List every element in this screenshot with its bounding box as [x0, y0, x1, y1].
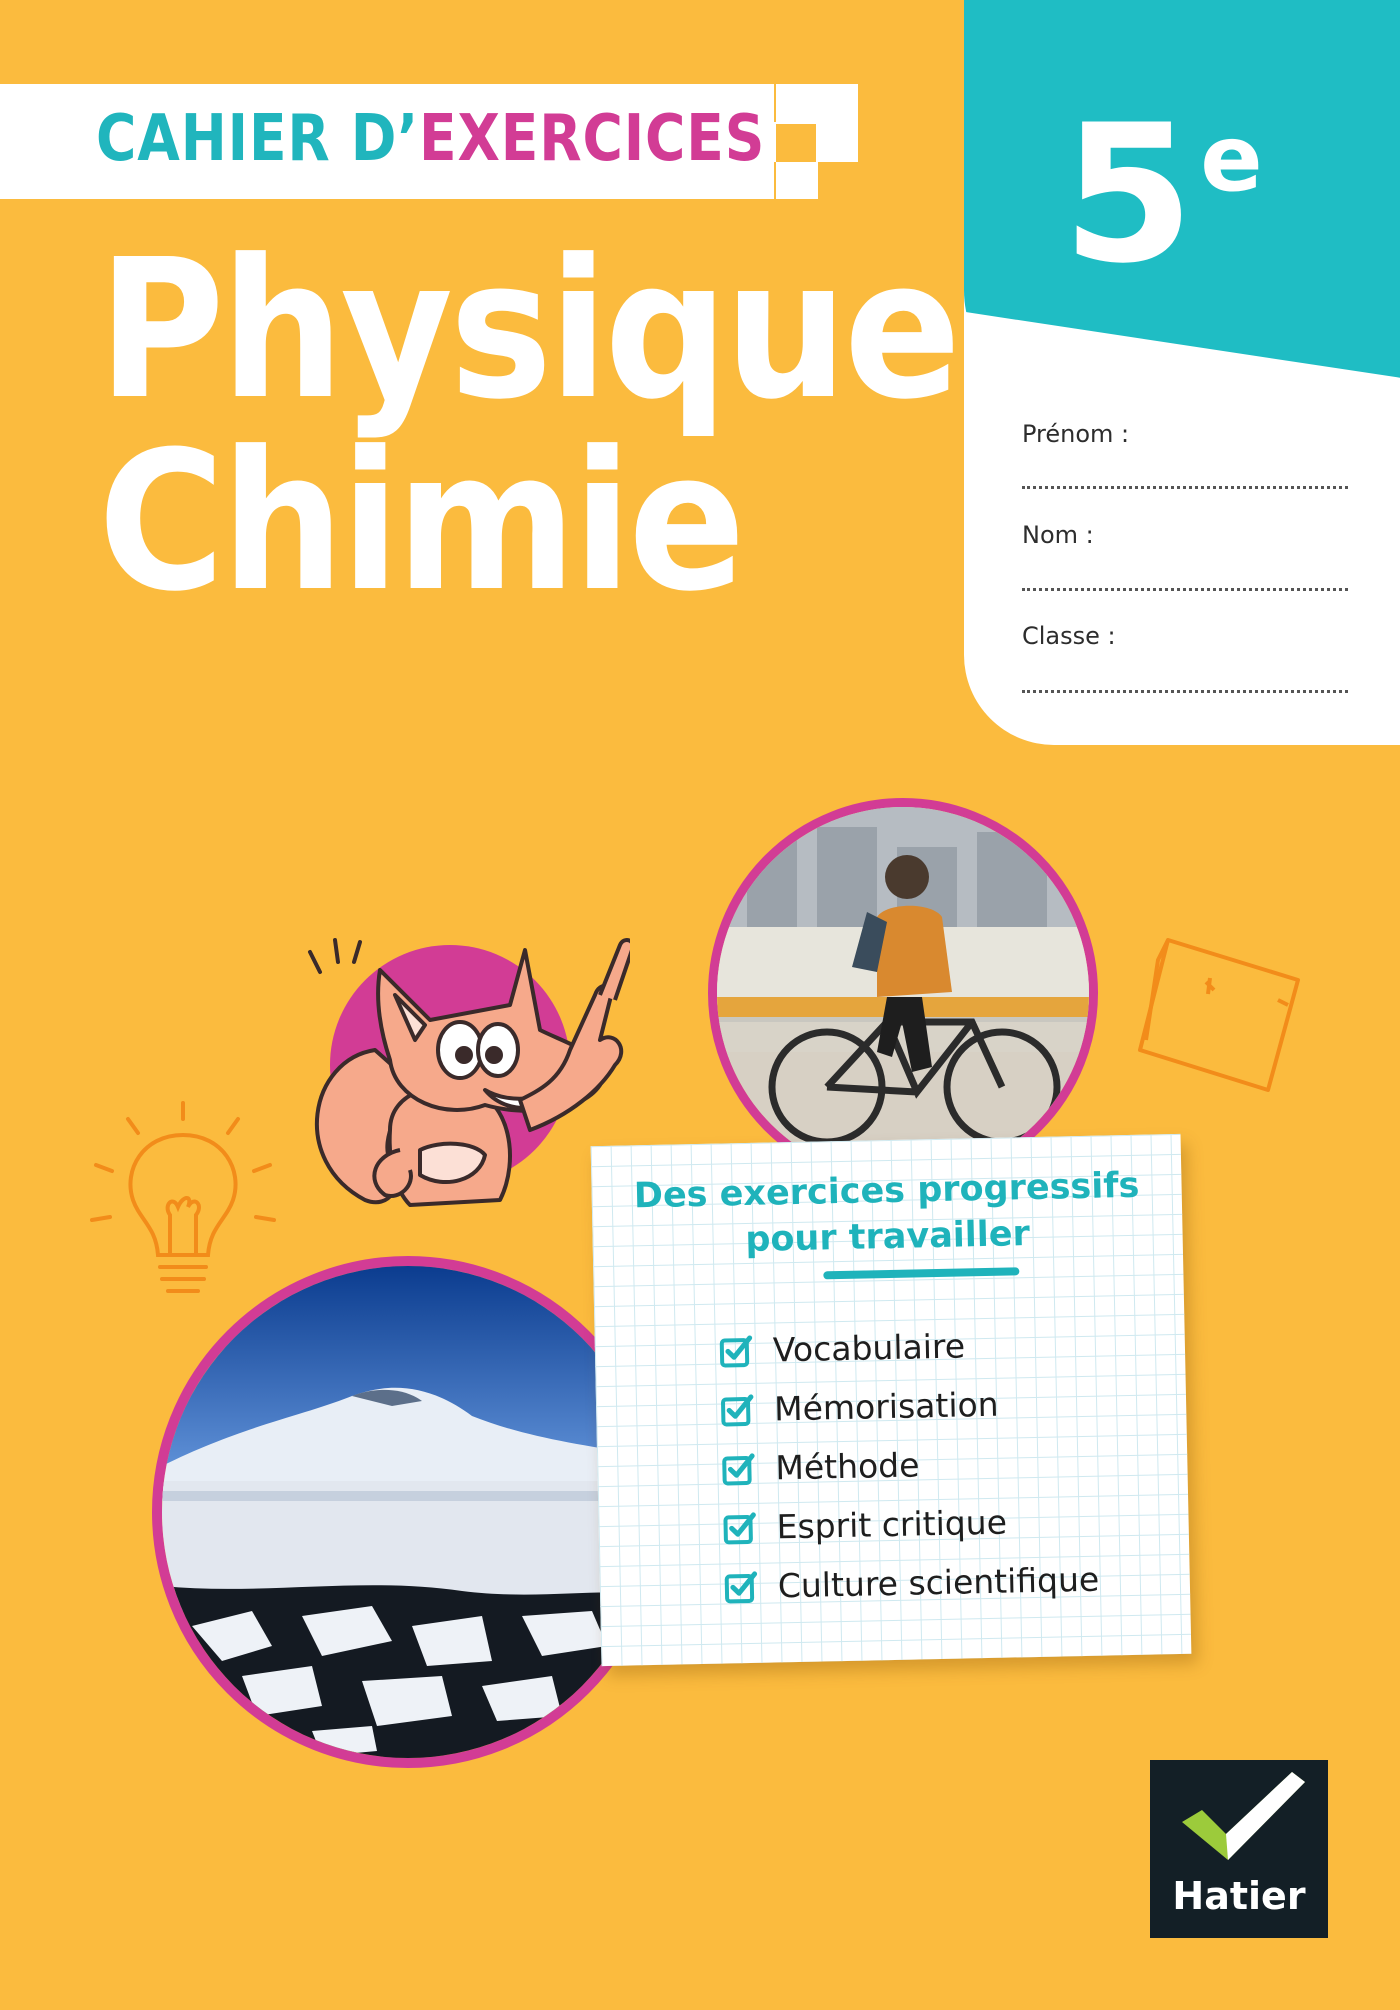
checkbox-icon	[721, 1451, 756, 1486]
title-line-2: Chimie	[98, 411, 742, 634]
lightbulb-icon	[88, 1095, 278, 1305]
grade-suffix: e	[1200, 105, 1263, 212]
grade-number: 5	[1062, 84, 1195, 305]
last-name-line[interactable]	[1022, 588, 1348, 591]
series-title	[96, 102, 765, 176]
checkbox-icon	[719, 1333, 754, 1368]
note-heading-line-2: pour travailler	[744, 1214, 1031, 1261]
book-icon	[1128, 920, 1318, 1100]
antarctic-ice-photo-art	[162, 1266, 654, 1758]
title-line-1: Physique	[98, 219, 958, 442]
list-item	[722, 1491, 1099, 1558]
banner-pixel-decoration	[776, 84, 818, 124]
list-item	[720, 1373, 1097, 1440]
grade-level	[1062, 84, 1263, 305]
hatier-check-icon	[1180, 1772, 1305, 1864]
list-item-label: Culture scientifique	[777, 1559, 1100, 1606]
class-label: Classe :	[1022, 622, 1116, 650]
cyclist-photo	[708, 798, 1098, 1188]
note-heading-line-1: Des exercices progressifs	[633, 1165, 1140, 1217]
note-heading	[591, 1162, 1183, 1266]
series-title-part2: EXERCICES	[419, 102, 766, 176]
list-item-label: Esprit critique	[776, 1502, 1008, 1547]
list-item-label: Vocabulaire	[772, 1326, 966, 1370]
banner-pixel-decoration	[816, 124, 858, 162]
fox-mascot-illustration	[270, 900, 630, 1230]
features-note-card	[591, 1134, 1192, 1666]
features-list	[718, 1314, 1100, 1617]
cyclist-photo-art	[717, 807, 1089, 1179]
class-line[interactable]	[1022, 690, 1348, 693]
list-item-label: Mémorisation	[773, 1384, 1000, 1429]
list-item-label: Méthode	[774, 1445, 920, 1488]
antarctic-ice-photo	[152, 1256, 664, 1768]
list-item	[718, 1314, 1095, 1381]
checkbox-icon	[722, 1510, 757, 1545]
publisher-name: Hatier	[1172, 1874, 1306, 1918]
publisher-logo	[1150, 1760, 1328, 1938]
first-name-line[interactable]	[1022, 486, 1348, 489]
checkbox-icon	[724, 1569, 759, 1604]
banner-pixel-decoration	[818, 84, 858, 124]
banner-pixel-decoration	[776, 162, 818, 199]
note-heading-underline	[823, 1267, 1019, 1279]
first-name-label: Prénom :	[1022, 420, 1130, 448]
list-item	[723, 1550, 1100, 1617]
series-title-part1: CAHIER D’	[96, 102, 420, 176]
list-item	[721, 1432, 1098, 1499]
checkbox-icon	[720, 1392, 755, 1427]
last-name-label: Nom :	[1022, 521, 1094, 549]
